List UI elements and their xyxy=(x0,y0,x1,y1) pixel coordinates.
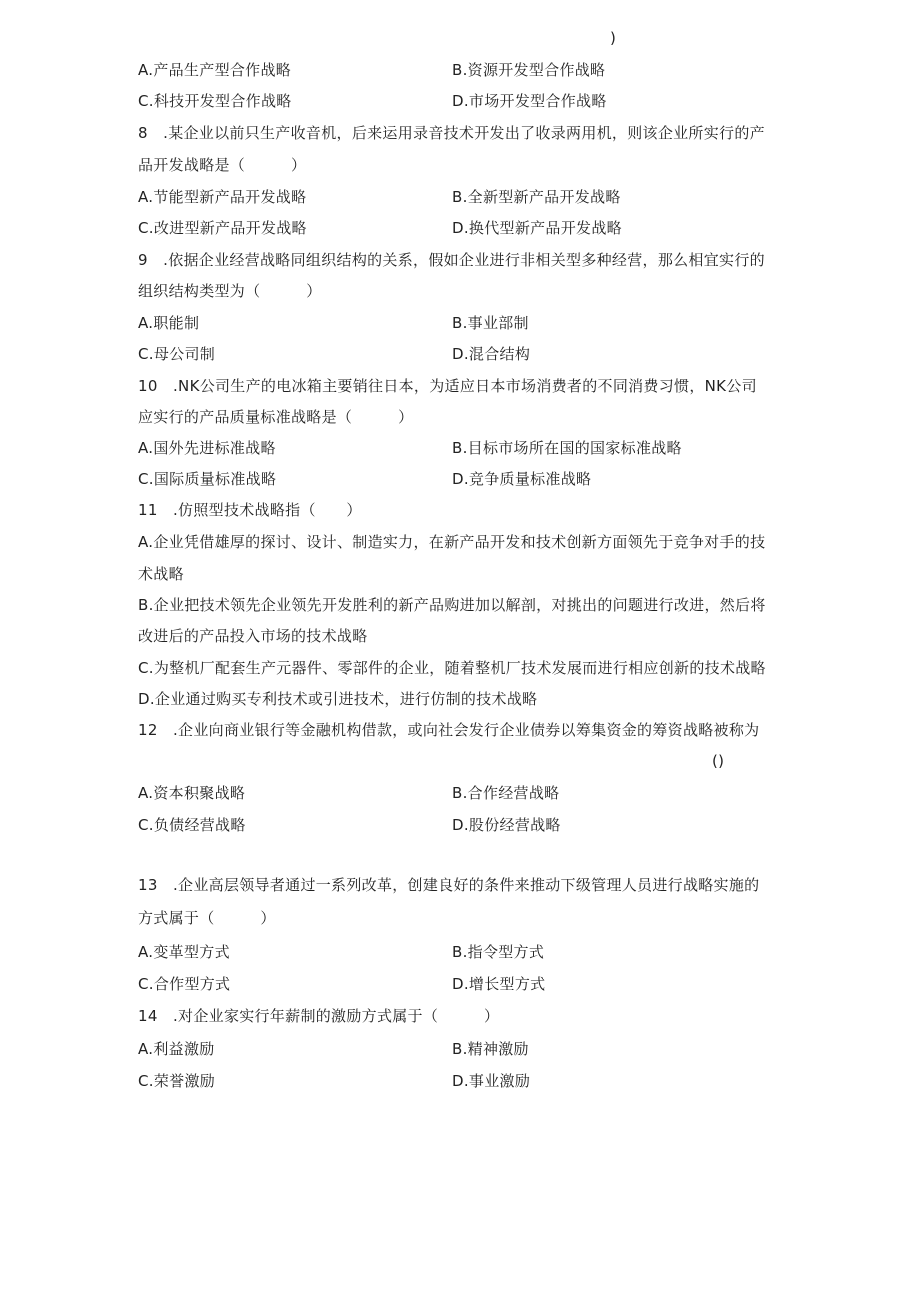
q11-option-d: D.企业通过购买专利技术或引进技术，进行仿制的技术战略 xyxy=(138,690,538,708)
q9-text-line1: 9 .依据企业经营战略同组织结构的关系，假如企业进行非相关型多种经营，那么相宜实行的 xyxy=(138,251,765,269)
q9-option-b: B.事业部制 xyxy=(452,314,529,332)
q13-option-a: A.变革型方式 xyxy=(138,943,230,961)
q10-option-c: C.国际质量标准战略 xyxy=(138,470,277,488)
q11-option-b-line2: 改进后的产品投入市场的技术战略 xyxy=(138,627,368,645)
q14-option-a: A.利益激励 xyxy=(138,1040,215,1058)
q14-option-b: B.精神激励 xyxy=(452,1040,529,1058)
q12-option-d: D.股份经营战略 xyxy=(452,816,561,834)
q13-option-c: C.合作型方式 xyxy=(138,975,231,993)
q12-option-c: C.负债经营战略 xyxy=(138,816,246,834)
q12-text-line1: 12 .企业向商业银行等金融机构借款，或向社会发行企业债券以筹集资金的筹资战略被称为 xyxy=(138,721,760,739)
q8-option-b: B.全新型新产品开发战略 xyxy=(452,188,621,206)
q8-option-c: C.改进型新产品开发战略 xyxy=(138,219,307,237)
q10-text-line2: 应实行的产品质量标准战略是（ ） xyxy=(138,408,414,426)
q9-option-d: D.混合结构 xyxy=(452,345,531,363)
q7-option-b: B.资源开发型合作战略 xyxy=(452,61,606,79)
q13-option-b: B.指令型方式 xyxy=(452,943,545,961)
q9-option-c: C.母公司制 xyxy=(138,345,216,363)
q8-text-line1: 8 .某企业以前只生产收音机，后来运用录音技术开发出了收录两用机，则该企业所实行的产 xyxy=(138,124,765,142)
closing-paren: ) xyxy=(610,29,617,47)
q7-option-d: D.市场开发型合作战略 xyxy=(452,92,607,110)
q14-text-line1: 14 .对企业家实行年薪制的激励方式属于（ ） xyxy=(138,1007,500,1025)
q13-text-line1: 13 .企业高层领导者通过一系列改革，创建良好的条件来推动下级管理人员进行战略实施的 xyxy=(138,876,760,894)
q13-text-line2: 方式属于（ ） xyxy=(138,909,276,927)
q7-option-a: A.产品生产型合作战略 xyxy=(138,61,292,79)
q10-option-b: B.目标市场所在国的国家标准战略 xyxy=(452,439,682,457)
q7-option-c: C.科技开发型合作战略 xyxy=(138,92,292,110)
q8-option-d: D.换代型新产品开发战略 xyxy=(452,219,622,237)
q14-option-c: C.荣誉激励 xyxy=(138,1072,216,1090)
q8-text-line2: 品开发战略是（ ） xyxy=(138,156,307,174)
q11-option-c: C.为整机厂配套生产元器件、零部件的企业，随着整机厂技术发展而进行相应创新的技术战略 xyxy=(138,659,766,677)
q11-text-line1: 11 .仿照型技术战略指（ ） xyxy=(138,501,362,519)
q9-text-line2: 组织结构类型为（ ） xyxy=(138,282,322,300)
q14-option-d: D.事业激励 xyxy=(452,1072,531,1090)
q10-option-a: A.国外先进标准战略 xyxy=(138,439,276,457)
q9-option-a: A.职能制 xyxy=(138,314,200,332)
q11-option-b-line1: B.企业把技术领先企业领先开发胜利的新产品购进加以解剖，对挑出的问题进行改进，然后将 xyxy=(138,596,766,614)
q8-option-a: A.节能型新产品开发战略 xyxy=(138,188,307,206)
q12-answer-paren: () xyxy=(712,752,725,770)
q10-text-line1: 10 .NK公司生产的电冰箱主要销往日本，为适应日本市场消费者的不同消费习惯，NK公司 xyxy=(138,377,757,395)
q12-option-a: A.资本积聚战略 xyxy=(138,784,246,802)
q11-option-a-line1: A.企业凭借雄厚的探讨、设计、制造实力，在新产品开发和技术创新方面领先于竞争对手的技 xyxy=(138,533,766,551)
q13-option-d: D.增长型方式 xyxy=(452,975,546,993)
q11-option-a-line2: 术战略 xyxy=(138,565,184,583)
q10-option-d: D.竞争质量标准战略 xyxy=(452,470,592,488)
q12-option-b: B.合作经营战略 xyxy=(452,784,560,802)
